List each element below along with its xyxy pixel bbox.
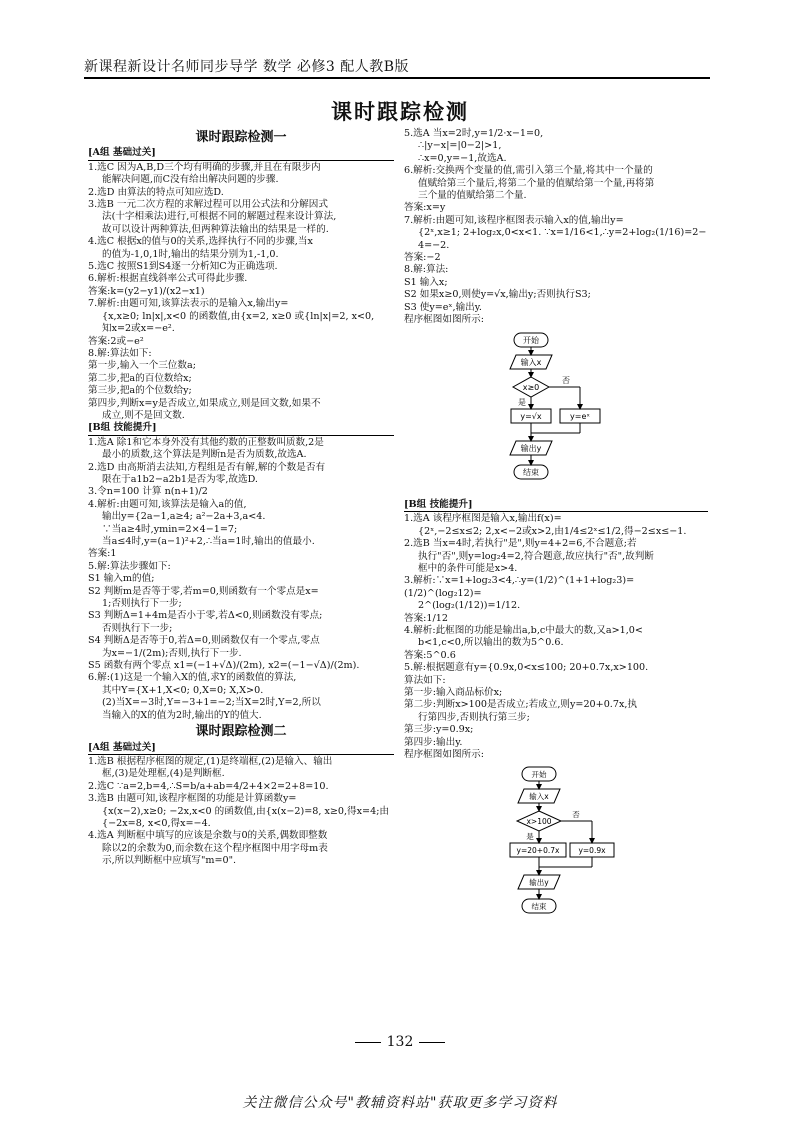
text-line: 7.解析:由题可知,该程序框图表示输入x的值,输出y=: [404, 214, 624, 226]
text-line: 知x=2或x=−e².: [102, 323, 175, 335]
right-group-b-heading: [B组 技能提升]: [404, 499, 708, 512]
text-line: 算法如下:: [404, 674, 446, 686]
text-line: S1 输入m的值;: [88, 573, 155, 585]
text-line: {x(x−2),x≥0; −2x,x<0 的函数值,由{x(x−2)=8, x≥0,得x=4;由: [102, 805, 390, 817]
text-line: 2.选B 当x=4时,若执行"是",则y=4+2=6,不合题意;若: [404, 538, 637, 550]
text-line: S5 函数有两个零点 x1=(−1+√Δ)/(2m), x2=(−1−√Δ)/(2m).: [88, 660, 360, 672]
text-line: 2.选C ∵a=2,b=4,∴S=b/a+ab=4/2+4×2=2+8=10.: [88, 780, 329, 792]
text-line: 执行"否",则y=log₂4=2,符合题意,故应执行"否",故判断: [418, 550, 654, 562]
text-line: 8.解:算法如下:: [88, 347, 152, 359]
text-line: 1.选C 因为A,B,D三个均有明确的步骤,并且在有限步内: [88, 161, 321, 173]
text-line: 为x=−1/(2m);否则,执行下一步.: [102, 647, 242, 659]
right-top-answers: [404, 128, 708, 327]
text-line: 三个量的值赋给第二个量.: [418, 190, 527, 202]
fc2-end-label: 结束: [531, 902, 547, 912]
text-line: 5.解:根据题意有y={0.9x,0<x≤100; 20+0.7x,x>100.: [404, 662, 649, 674]
text-line: b<1,c<0,所以输出的数为5^0.6.: [418, 637, 564, 649]
text-line: 第一步,输入一个三位数a;: [88, 360, 196, 372]
text-line: 成立,则不是回文数.: [102, 409, 185, 421]
text-line: 4.解析:此框图的功能是输出a,b,c中最大的数,又a>1,0<: [404, 624, 643, 636]
fc2-no-label: 否: [572, 810, 580, 820]
page-title: 课时跟踪检测: [331, 99, 469, 124]
text-line: 3.令n=100 计算 n(n+1)/2: [88, 486, 208, 498]
text-line: 6.解析:根据直线斜率公式可得此步骤.: [88, 273, 248, 285]
text-line: S2 如果x≥0,则使y=√x,输出y;否则执行S3;: [404, 289, 591, 301]
group-b-answers: [88, 437, 394, 722]
section-title-1: 课时跟踪检测一: [195, 130, 287, 145]
text-line: 1;否则执行下一步;: [102, 598, 182, 610]
fc2-start-label: 开始: [531, 770, 547, 780]
fc1-cond-label: x≥0: [522, 382, 540, 392]
text-line: 最小的质数,这个算法是判断n是否为质数,故选A.: [102, 449, 307, 461]
text-line: 答案:2或−e²: [88, 335, 144, 347]
fc2-output-label: 输出y: [529, 878, 549, 888]
fc1-start-label: 开始: [523, 335, 539, 345]
text-line: 的值为-1,0,1时,输出的结果分别为1,-1,0.: [102, 248, 279, 260]
fc2-no-box-label: y=0.9x: [578, 846, 606, 856]
text-line: 6.解析:交换两个变量的值,需引入第三个量,将其中一个量的: [404, 165, 653, 177]
group-a2-heading: [A组 基础过关]: [88, 742, 394, 755]
text-line: 答案:k=(y2−y1)/(x2−x1): [88, 285, 205, 297]
text-line: 2.选D 由算法的特点可知应选D.: [88, 186, 224, 198]
text-line: 7.解析:由题可知,该算法表示的是输入x,输出y=: [88, 298, 289, 310]
page-number: [0, 1034, 800, 1050]
text-line: 当a≤4时,y=(a−1)²+2,∴当a=1时,输出的值最小.: [102, 536, 315, 547]
text-line: 第四步,判断x=y是否成立,如果成立,则是回文数,如果不: [88, 397, 321, 409]
text-line: S3 判断Δ=1+4m是否小于零,若Δ<0,则函数没有零点;: [88, 610, 323, 622]
text-line: 故可以设计两种算法,但两种算法输出的结果是一样的.: [102, 223, 329, 235]
text-line: 8.解:算法:: [404, 264, 449, 276]
group-a-answers: [88, 162, 394, 423]
text-line: {2ˣ,x≥1; 2+log₂x,0<x<1. ∵x=1/16<1,∴y=2+log₂(1/16)=2−: [418, 227, 707, 239]
text-line: 程序框图如图所示:: [404, 314, 484, 326]
fc2-yes-box-label: y=20+0.7x: [516, 846, 560, 856]
fc2-yes-label: 是: [526, 832, 534, 842]
group-a2-answers: [88, 756, 394, 868]
text-line: 除以2的余数为0,而余数在这个程序框图中用字母m表: [102, 842, 328, 854]
flowchart-1: [404, 331, 708, 489]
flowchart-2: [404, 765, 708, 921]
text-line: S3 使y=eˣ,输出y.: [404, 301, 482, 313]
text-line: 1.选A 该程序框图是输入x,输出f(x)=: [404, 513, 562, 525]
text-line: 输出y={2a−1,a≥4; a²−2a+3,a<4.: [102, 511, 266, 523]
right-column: [404, 128, 708, 932]
text-line: 4.选A 判断框中填写的应该是余数与0的关系,偶数即整数: [88, 830, 328, 842]
fc1-input-label: 输入x: [520, 357, 542, 367]
text-line: 框中的条件可能是x>4.: [418, 562, 518, 574]
text-line: 5.选C 按照S1到S4逐一分析知C为正确选项.: [88, 261, 278, 273]
text-line: 第二步:判断x>100是否成立;若成立,则y=20+0.7x,执: [404, 699, 638, 711]
text-line: 5.解:算法步骤如下:: [88, 560, 171, 572]
text-line: 3.选B 由题可知,该程序框图的功能是计算函数y=: [88, 793, 297, 805]
text-line: 法(十字相乘法)进行,可根据不同的解题过程来设计算法,: [102, 211, 337, 223]
text-line: {−2x=8, x<0,得x=−4.: [102, 817, 211, 829]
text-line: (2)当X=−3时,Y=−3+1=−2;当X=2时,Y=2,所以: [102, 697, 321, 709]
header-rule: [84, 77, 710, 79]
text-line: 答案:−2: [404, 252, 441, 264]
text-line: 第三步,把a的个位数给y;: [88, 385, 192, 397]
text-line: 5.选A 当x=2时,y=1/2·x−1=0,: [404, 128, 544, 139]
text-line: 3.选B 一元二次方程的求解过程可以用公式法和分解因式: [88, 199, 328, 211]
fc2-input-label: 输入x: [529, 792, 549, 802]
group-b-heading: [B组 技能提升]: [88, 422, 394, 435]
text-line: 否则执行下一步;: [102, 622, 173, 634]
text-line: 2^(log₂(1/12))=1/12.: [418, 600, 521, 612]
right-mid-answers: [404, 513, 708, 761]
text-line: ∵当a≥4时,ymin=2×4−1=7;: [102, 523, 238, 535]
text-line: 值赋给第三个量后,将第二个量的值赋给第一个量,再将第: [418, 177, 655, 189]
fc1-no-box-label: y=eˣ: [570, 411, 590, 421]
section-title-2: 课时跟踪检测二: [195, 724, 287, 740]
text-line: ∴|y−x|=|0−2|>1,: [418, 140, 502, 152]
text-line: 第一步:输入商品标价x;: [404, 687, 503, 698]
text-line: 答案:1: [88, 548, 117, 560]
text-line: 4.解析:由题可知,该算法是输入a的值,: [88, 498, 247, 510]
text-line: S4 判断Δ是否等于0,若Δ=0,则函数仅有一个零点,零点: [88, 635, 320, 647]
page-footer: 关注微信公众号"教辅资料站"获取更多学习资料: [242, 1095, 558, 1111]
text-line: 限在于a1b2−a2b1是否为零,故选D.: [102, 473, 258, 485]
text-line: 3.解析:∵x=1+log₂3<4,∴y=(1/2)^(1+1+log₂3)=(1/2)^(log₂12)=: [404, 575, 635, 599]
text-line: 2.选D 由高斯消去法知,方程组是否有解,解的个数是否有: [88, 461, 326, 473]
text-line: 1.选B 根据程序框图的规定,(1)是终端框,(2)是输入、输出: [88, 755, 333, 767]
text-line: 答案:1/12: [404, 612, 448, 624]
fc1-output-label: 输出y: [520, 443, 542, 453]
fc1-yes-box-label: y=√x: [520, 411, 542, 421]
page-header: 新课程新设计名师同步导学 数学 必修3 配人教B版: [84, 59, 410, 75]
text-line: 框,(3)是处理框,(4)是判断框.: [102, 768, 225, 780]
text-line: S2 判断m是否等于零,若m=0,则函数有一个零点是x=: [88, 585, 319, 597]
text-line: 6.解:(1)这是一个输入X的值,求Y的函数值的算法,: [88, 672, 297, 684]
text-line: {x,x≥0; ln|x|,x<0 的函数值,由{x=2, x≥0 或{ln|x|=2, x<0,: [102, 310, 375, 322]
group-a-heading: [A组 基础过关]: [88, 147, 394, 160]
fc1-yes-label: 是: [518, 397, 526, 407]
text-line: 示,所以判断框中应填写"m=0".: [102, 855, 237, 867]
text-line: 能解决问题,而C没有给出解决问题的步骤.: [102, 174, 279, 186]
text-line: S1 输入x;: [404, 276, 448, 288]
text-line: 第四步:输出y.: [404, 736, 463, 748]
text-line: 答案:5^0.6: [404, 649, 456, 661]
text-line: 1.选A 除1和它本身外没有其他约数的正整数叫质数,2是: [88, 436, 324, 448]
fc1-no-label: 否: [562, 375, 570, 385]
left-column: [88, 128, 394, 868]
text-line: 答案:x=y: [404, 202, 446, 214]
text-line: 其中Y={X+1,X<0; 0,X=0; X,X>0.: [102, 684, 264, 696]
text-line: 行第四步,否则执行第三步;: [418, 711, 530, 723]
text-line: {2ˣ,−2≤x≤2; 2,x<−2或x>2,由1/4≤2ˣ≤1/2,得−2≤x≤−1.: [418, 525, 687, 537]
text-line: 第二步,把a的百位数给x;: [88, 372, 192, 384]
text-line: 当输入的X的值为2时,输出的Y的值大.: [102, 709, 262, 721]
text-line: 4=−2.: [418, 239, 450, 251]
fc1-end-label: 结束: [523, 467, 539, 477]
text-line: ∴x=0,y=−1,故选A.: [418, 152, 507, 164]
text-line: 程序框图如图所示:: [404, 749, 484, 761]
fc2-cond-label: x>100: [526, 817, 552, 827]
text-line: 第三步:y=0.9x;: [404, 724, 474, 736]
page-number-text: 132: [386, 1034, 414, 1050]
text-line: 4.选C 根据x的值与0的关系,选择执行不同的步骤,当x: [88, 236, 313, 248]
